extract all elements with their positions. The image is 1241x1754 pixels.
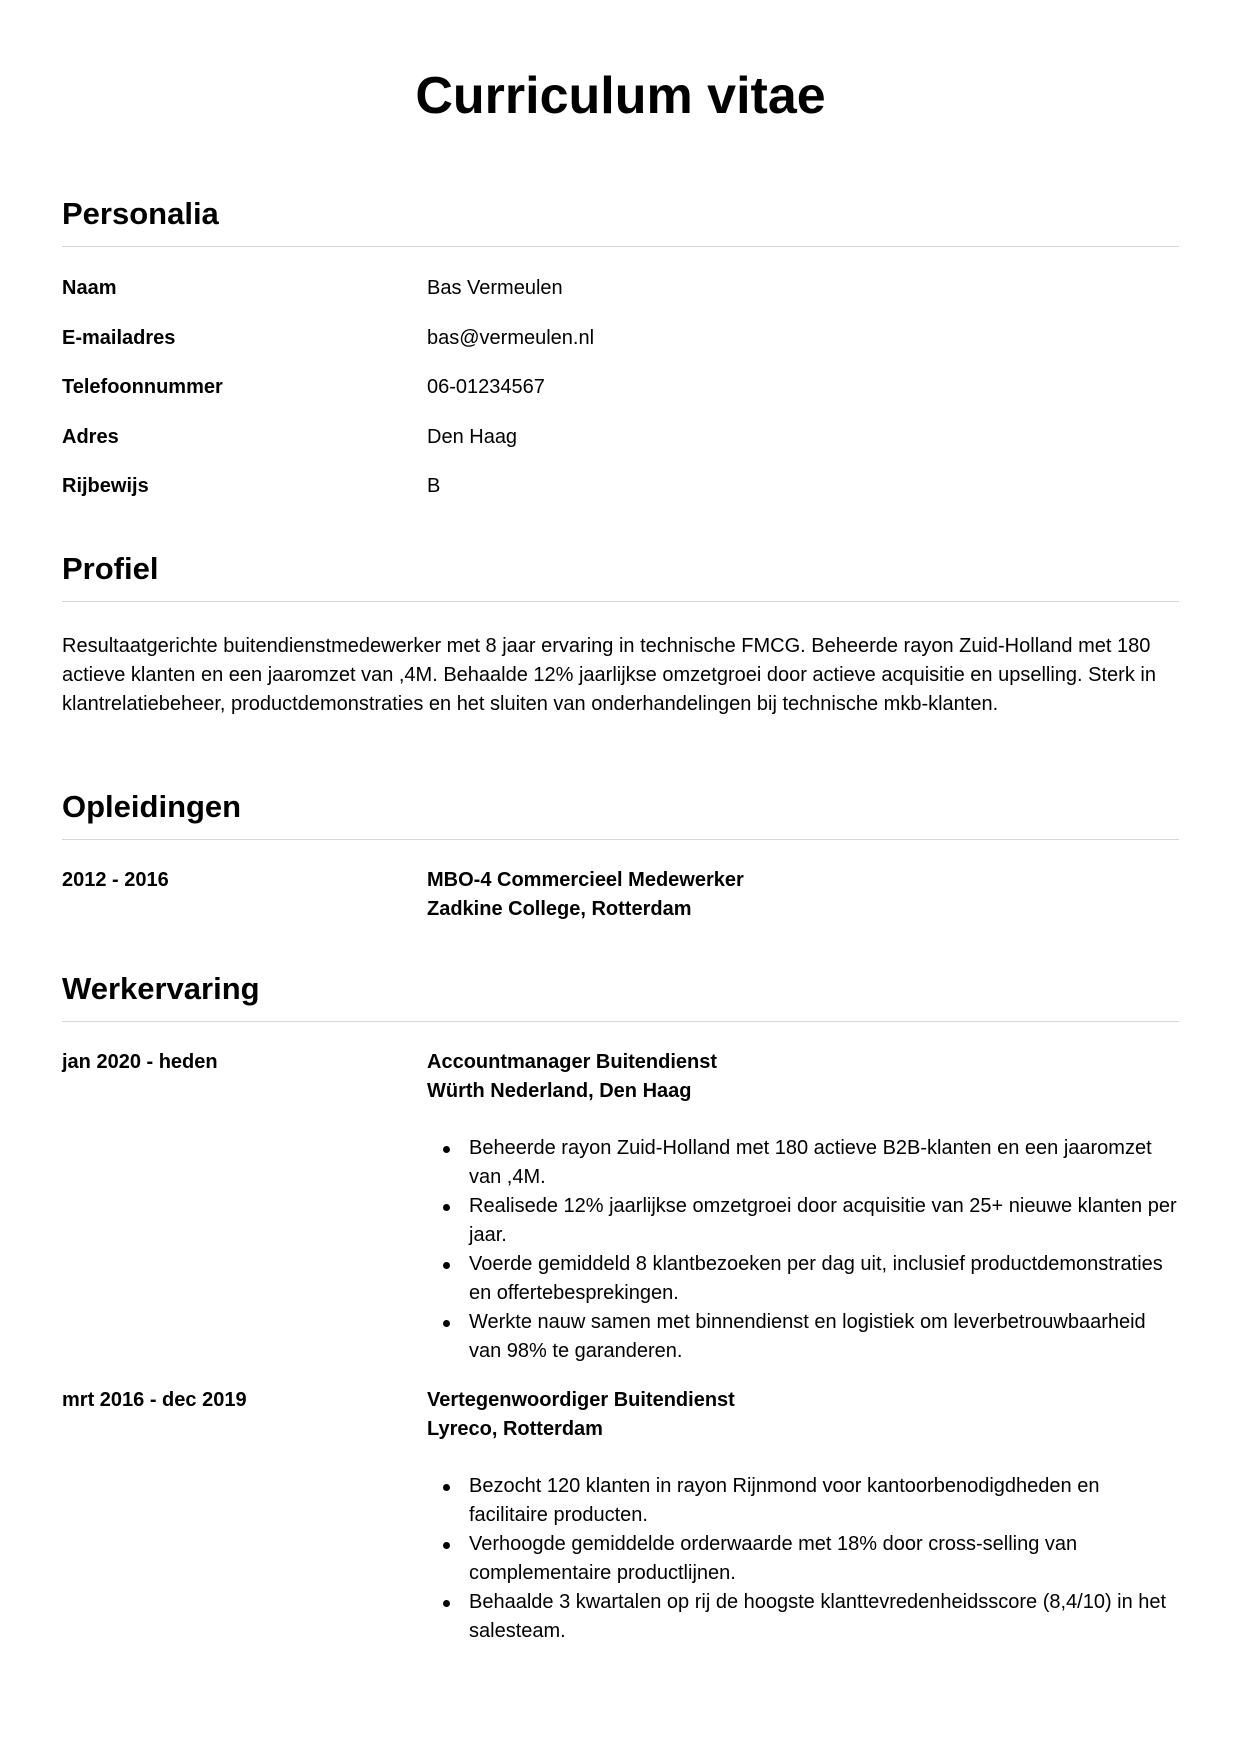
personal-label: Adres <box>62 425 119 448</box>
section-heading-opleidingen: Opleidingen <box>62 789 242 824</box>
education-entry <box>62 866 1179 924</box>
section-opleidingen <box>62 789 1179 924</box>
section-divider <box>62 1021 1179 1022</box>
personal-value: B <box>427 475 441 498</box>
list-item-text: Realisede 12% jaarlijkse omzetgroei door acquisitie van 25+ nieuwe klanten per jaar. <box>469 1195 1177 1246</box>
list-item-text: Werkte nauw samen met binnendienst en logistiek om leverbetrouwbaarheid van 98% te garanderen. <box>469 1311 1146 1362</box>
list-item-text: Verhoogde gemiddelde orderwaarde met 18% door cross-selling van complementaire productlijnen. <box>469 1533 1078 1584</box>
profile-summary: Resultaatgerichte buitendienstmedewerker met 8 jaar ervaring in technische FMCG. Beheerde rayon Zuid-Holland met 180 actieve klanten en een jaaromzet van ,4M. Behaalde 12% jaarlijkse omzetgroei door actieve acquisitie en upselling. Sterk in klantrelatiebeheer, productdemonstraties en het sluiten van onderhandelingen bij technische mkb-klanten. <box>62 635 1156 715</box>
personal-row-rijbewijs <box>62 472 1179 522</box>
bullet-icon <box>443 1600 450 1607</box>
bullet-icon <box>443 1146 450 1153</box>
section-divider <box>62 601 1179 602</box>
job-achievements <box>427 1134 1179 1366</box>
bullet-icon <box>443 1484 450 1491</box>
bullet-icon <box>443 1262 450 1269</box>
list-item <box>427 1472 1179 1530</box>
section-profiel <box>62 551 1179 719</box>
personal-value: 06-01234567 <box>427 376 545 399</box>
personal-row-email <box>62 324 1179 374</box>
job-title: Accountmanager Buitendienst <box>427 1051 718 1073</box>
list-item-text: Beheerde rayon Zuid-Holland met 180 actieve B2B-klanten en een jaaromzet van ,4M. <box>469 1137 1152 1188</box>
bullet-icon <box>443 1204 450 1211</box>
personal-label: Telefoonnummer <box>62 376 223 399</box>
job-details <box>427 1386 1179 1646</box>
list-item <box>427 1250 1179 1308</box>
education-details <box>427 866 1179 924</box>
list-item-text: Voerde gemiddeld 8 klantbezoeken per dag uit, inclusief productdemonstraties en offertebesprekingen. <box>469 1253 1163 1304</box>
personal-label: E-mailadres <box>62 326 176 349</box>
bullet-icon <box>443 1542 450 1549</box>
personal-details <box>62 274 1179 522</box>
job-achievements <box>427 1472 1179 1646</box>
job-title: Vertegenwoordiger Buitendienst <box>427 1389 735 1411</box>
section-personalia <box>62 196 1179 522</box>
section-divider <box>62 246 1179 247</box>
document-title: Curriculum vitae <box>415 67 826 125</box>
job-entry <box>62 1048 1179 1366</box>
personal-row-telefoon <box>62 373 1179 423</box>
personal-label: Rijbewijs <box>62 475 149 498</box>
list-item <box>427 1308 1179 1366</box>
list-item <box>427 1192 1179 1250</box>
list-item-text: Behaalde 3 kwartalen op rij de hoogste klanttevredenheidsscore (8,4/10) in het salesteam. <box>469 1591 1167 1642</box>
job-details <box>427 1048 1179 1366</box>
personal-value: Den Haag <box>427 425 518 448</box>
job-period: jan 2020 - heden <box>62 1051 218 1073</box>
list-item <box>427 1588 1179 1646</box>
job-employer: Lyreco, Rotterdam <box>427 1418 603 1440</box>
section-divider <box>62 839 1179 840</box>
personal-value: bas@vermeulen.nl <box>427 326 595 349</box>
education-institution: Zadkine College, Rotterdam <box>427 898 692 920</box>
job-period: mrt 2016 - dec 2019 <box>62 1389 247 1411</box>
education-period: 2012 - 2016 <box>62 869 169 891</box>
section-werkervaring <box>62 971 1179 1646</box>
list-item-text: Bezocht 120 klanten in rayon Rijnmond voor kantoorbenodigdheden en facilitaire producten. <box>469 1475 1100 1526</box>
job-entry <box>62 1386 1179 1646</box>
personal-row-adres <box>62 423 1179 473</box>
list-item <box>427 1134 1179 1192</box>
list-item <box>427 1530 1179 1588</box>
education-title: MBO-4 Commercieel Medewerker <box>427 869 744 891</box>
bullet-icon <box>443 1320 450 1327</box>
section-heading-profiel: Profiel <box>62 551 159 586</box>
job-employer: Würth Nederland, Den Haag <box>427 1080 692 1102</box>
personal-label: Naam <box>62 277 117 299</box>
section-heading-personalia: Personalia <box>62 196 219 231</box>
personal-value: Bas Vermeulen <box>427 277 563 299</box>
personal-row-naam <box>62 274 1179 324</box>
section-heading-werkervaring: Werkervaring <box>62 971 260 1006</box>
